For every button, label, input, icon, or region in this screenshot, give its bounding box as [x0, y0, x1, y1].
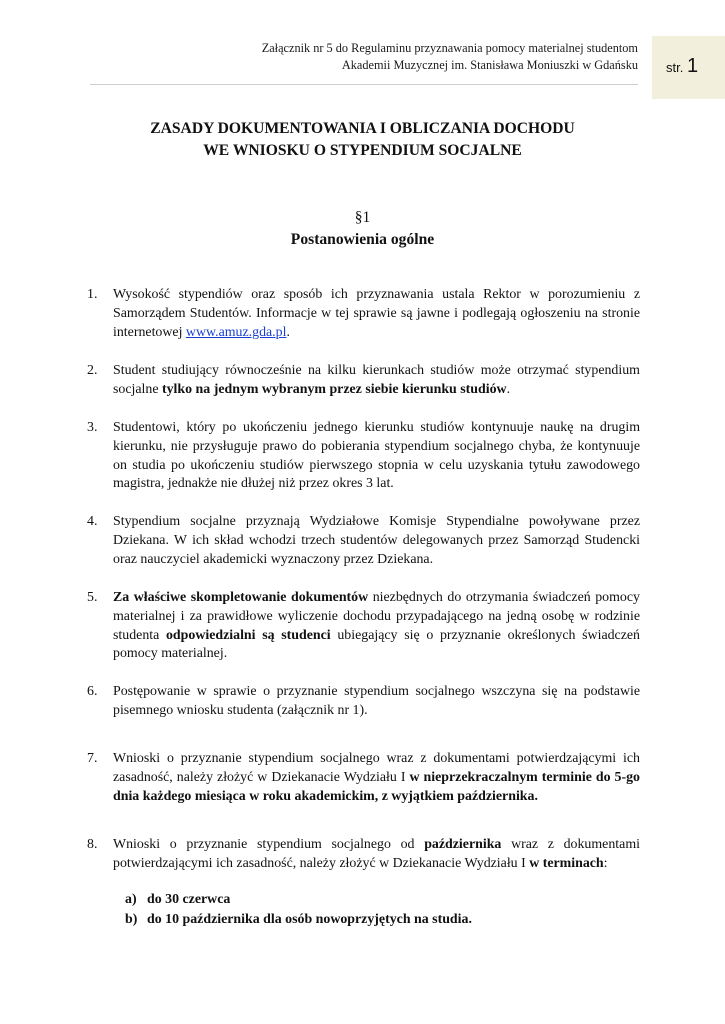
item-text-end: .: [286, 324, 290, 340]
item-bold-text: października: [424, 837, 502, 852]
header-divider: [90, 84, 638, 85]
list-item: [87, 362, 640, 400]
item-text: Wnioski o przyznanie stypendium socjalnego od: [113, 837, 425, 852]
item-number: 7.: [87, 751, 98, 766]
website-link[interactable]: www.amuz.gda.pl: [185, 324, 287, 340]
header-line-1: Załącznik nr 5 do Regulaminu przyznawania pomocy materialnej studentom: [261, 41, 638, 55]
list-item: [87, 286, 640, 342]
item-number: 4.: [87, 514, 98, 529]
item-bold-text-2: odpowiedzialni są studenci: [165, 627, 331, 643]
sub-item-text: do 10 października dla osób nowoprzyjętych na studia.: [147, 912, 472, 927]
document-title: [0, 118, 725, 162]
item-text: Postępowanie w sprawie o przyznanie stypendium socjalnego wszczyna się na podstawie pisemnego wniosku studenta (załącznik nr 1).: [113, 684, 640, 718]
item-bold-text: tylko na jednym wybranym przez siebie kierunku studiów: [161, 381, 507, 397]
page-number: 1: [686, 55, 699, 77]
list-item: [87, 750, 640, 806]
title-line-2: WE WNIOSKU O STYPENDIUM SOCJALNE: [203, 142, 522, 159]
page-prefix: str.: [666, 60, 684, 75]
item-number: 2.: [87, 363, 98, 378]
list-item: [87, 836, 640, 874]
header-line-2: Akademii Muzycznej im. Stanisława Moniuszki w Gdańsku: [341, 58, 638, 72]
item-bold-text-2: w terminach: [529, 855, 604, 871]
page-number-badge: [652, 36, 725, 99]
list-item: [87, 419, 640, 494]
list-item: [87, 683, 640, 721]
section-sign: §1: [354, 209, 371, 226]
item-number: 3.: [87, 420, 98, 435]
sub-list-item: [125, 892, 230, 908]
item-text: Stypendium socjalne przyznają Wydziałowe Komisje Stypendialne powoływane przez Dziekana. W ich skład wchodzi trzech studentów delegowanych przez Samorząd Studencki oraz nauczyciel akademicki wyznaczony przez Dziekana.: [113, 514, 640, 567]
sub-item-letter: a): [125, 892, 137, 907]
item-text: Student studiujący równocześnie na kilku kierunkach studiów może otrzymać stypendium socjalne: [113, 363, 640, 397]
item-text: Wnioski o przyznanie stypendium socjalnego wraz z dokumentami potwierdzającymi ich zasadność, należy złożyć w Dziekanacie Wydziału I: [113, 751, 640, 785]
list-item: [87, 513, 640, 569]
item-number: 1.: [87, 287, 98, 302]
item-text: Studentowi, który po ukończeniu jednego kierunku studiów kontynuuje naukę na drugim kierunku, nie przysługuje prawo do pobierania stypendium socjalnego chyba, że kontynuuje on studia po ukończeniu studiów pierwszego stopnia w celu uzyskania tytułu zawodowego magistra, jednakże nie dłużej niż przez okres 3 lat.: [113, 420, 640, 492]
section-heading: Postanowienia ogólne: [290, 231, 435, 248]
item-text-end: ubiegający się o przyznanie określonych świadczeń pomocy materialnej.: [113, 627, 640, 662]
item-number: 5.: [87, 590, 98, 605]
item-text-2: wraz z dokumentami potwierdzającymi ich zasadność, należy złożyć w Dziekanacie Wydziału I: [113, 837, 640, 871]
item-text-end: .: [506, 381, 511, 397]
sub-item-letter: b): [125, 912, 138, 927]
item-text: niezbędnych do otrzymania świadczeń pomocy materialnej i za prawidłowe wyliczenie dochodu przypadającego na jedną osobę w rodzinie studenta: [113, 590, 640, 643]
list-item: [87, 589, 640, 664]
item-text-end: :: [603, 855, 608, 871]
sub-item-text: do 30 czerwca: [147, 892, 231, 907]
item-number: 8.: [87, 837, 98, 852]
item-bold-text: Za właściwe skompletowanie dokumentów: [113, 590, 369, 605]
item-bold-text: w nieprzekraczalnym terminie do 5-go dnia każdego miesiąca w roku akademickim, z wyjątkiem października.: [113, 769, 640, 804]
document-header: [0, 40, 638, 74]
item-text: Wysokość stypendiów oraz sposób ich przyznawania ustala Rektor w porozumieniu z Samorządem Studentów. Informacje w tej sprawie są jawne i podlegają ogłoszeniu na stronie internetowej: [113, 287, 640, 340]
item-number: 6.: [87, 684, 98, 699]
sub-list-item: [125, 912, 472, 928]
title-line-1: ZASADY DOKUMENTOWANIA I OBLICZANIA DOCHODU: [150, 120, 575, 137]
